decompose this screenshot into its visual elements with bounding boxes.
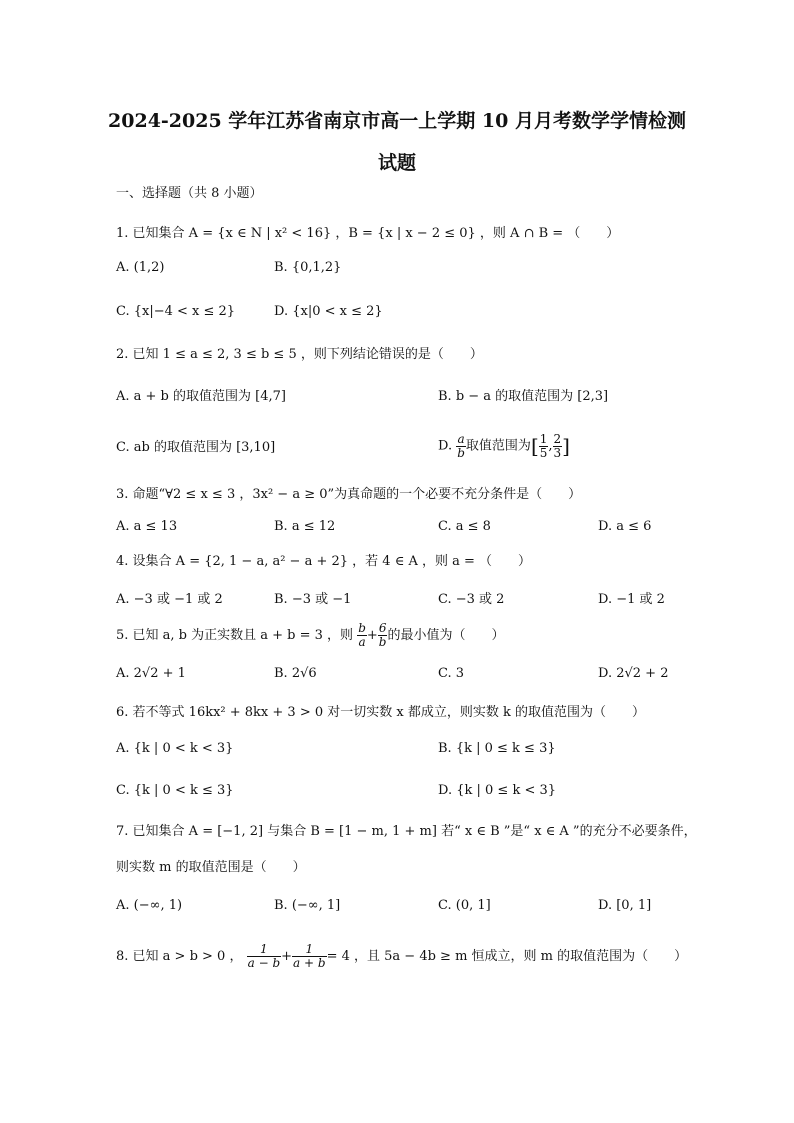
question-1-option-a: A. (1,2) bbox=[116, 260, 165, 275]
fraction-numerator: 1 bbox=[247, 943, 282, 957]
question-7-option-a: A. (−∞, 1) bbox=[116, 898, 183, 913]
question-2-option-d: D. $\frac{a}{b}$ 取值范围为[ $\frac{1}{5}$ , $\frac{2}{3}$ ] bbox=[438, 431, 570, 460]
question-8-stem-pre: 8. 已知 a > b > 0 ， bbox=[116, 949, 243, 964]
fraction-numerator: 2 bbox=[553, 431, 562, 446]
question-5-option-a: A. 2√2 + 1 bbox=[116, 666, 186, 681]
question-8-fraction-2 bbox=[292, 943, 327, 970]
question-3-option-c: C. a ≤ 8 bbox=[438, 519, 491, 534]
fraction-numerator: a bbox=[457, 431, 465, 446]
title-line-2: 试题 bbox=[377, 152, 416, 174]
question-1-option-d: D. {x|0 < x ≤ 2} bbox=[274, 304, 383, 319]
question-5-option-d: D. 2√2 + 2 bbox=[598, 666, 669, 681]
fraction-numerator: 1 bbox=[539, 431, 548, 446]
question-5-fraction-1 bbox=[357, 622, 367, 649]
question-5-option-b: B. 2√6 bbox=[274, 666, 317, 681]
fraction-numerator: 6 bbox=[378, 621, 387, 635]
question-2-stem: 2. 已知 1 ≤ a ≤ 2, 3 ≤ b ≤ 5 ，则下列结论错误的是（ ） bbox=[116, 347, 483, 362]
question-2-option-d-fraction-high bbox=[553, 433, 563, 460]
question-5-stem-post: 的最小值为（ ） bbox=[387, 628, 505, 643]
fraction-denominator: a + b bbox=[293, 956, 326, 970]
question-3-option-a: A. a ≤ 13 bbox=[116, 519, 178, 534]
question-3-option-b: B. a ≤ 12 bbox=[274, 519, 336, 534]
question-7-option-b: B. (−∞, 1] bbox=[274, 898, 341, 913]
plus-sign: + bbox=[366, 628, 378, 643]
question-2-option-d-fraction-low bbox=[539, 433, 549, 460]
plus-sign: + bbox=[281, 949, 293, 964]
question-1-option-c: C. {x|−4 < x ≤ 2} bbox=[116, 304, 236, 319]
question-4-stem: 4. 设集合 A = {2, 1 − a, a² − a + 2} ，若 4 ∈ A ，则 a = （ ） bbox=[116, 554, 532, 569]
question-6-option-b: B. {k | 0 ≤ k ≤ 3} bbox=[438, 741, 556, 756]
question-8-fraction-1 bbox=[247, 943, 282, 970]
question-4-option-c: C. −3 或 2 bbox=[438, 592, 505, 607]
question-4-option-d: D. −1 或 2 bbox=[598, 592, 665, 607]
question-6-option-d: D. {k | 0 ≤ k < 3} bbox=[438, 783, 557, 798]
question-8-stem-post: = 4 ，且 5a − 4b ≥ m 恒成立，则 m 的取值范围为（ ） bbox=[326, 949, 688, 964]
question-5-stem bbox=[116, 618, 505, 654]
question-2-option-a: A. a + b 的取值范围为 [4,7] bbox=[116, 389, 286, 404]
question-2-option-d-label: D. bbox=[438, 438, 453, 454]
fraction-numerator: 1 bbox=[292, 943, 327, 957]
title-line-1: 2024-2025 学年江苏省南京市高一上学期 10 月月考数学学情检测 bbox=[108, 110, 686, 132]
question-6-option-a: A. {k | 0 < k < 3} bbox=[116, 741, 234, 756]
question-7-stem-line-1: 7. 已知集合 A = [−1, 2] 与集合 B = [1 − m, 1 + m] 若“ x ∈ B ”是“ x ∈ A ”的充分不必要条件， bbox=[116, 824, 697, 839]
question-3-stem: 3. 命题“∀2 ≤ x ≤ 3 ，3x² − a ≥ 0”为真命题的一个必要不充分条件是（ ） bbox=[116, 487, 582, 502]
fraction-denominator: b bbox=[457, 445, 465, 460]
question-2-option-d-fraction bbox=[456, 433, 466, 460]
question-1-stem: 1. 已知集合 A = {x ∈ N | x² < 16} ，B = {x | x − 2 ≤ 0} ，则 A ∩ B = （ ） bbox=[116, 226, 620, 241]
section-heading: 一、选择题（共 8 小题） bbox=[116, 186, 263, 201]
question-8-stem bbox=[116, 938, 687, 976]
question-2-option-c: C. ab 的取值范围为 [3,10] bbox=[116, 440, 276, 455]
question-4-option-b: B. −3 或 −1 bbox=[274, 592, 352, 607]
fraction-numerator: b bbox=[358, 621, 366, 635]
question-5-option-c: C. 3 bbox=[438, 666, 465, 681]
fraction-denominator: 5 bbox=[539, 445, 548, 460]
question-3-option-d: D. a ≤ 6 bbox=[598, 519, 652, 534]
question-5-stem-pre: 5. 已知 a, b 为正实数且 a + b = 3 ，则 bbox=[116, 628, 354, 643]
question-7-option-d: D. [0, 1] bbox=[598, 898, 652, 913]
question-7-option-c: C. (0, 1] bbox=[438, 898, 491, 913]
question-2-option-b: B. b − a 的取值范围为 [2,3] bbox=[438, 389, 609, 404]
fraction-denominator: 3 bbox=[553, 445, 562, 460]
question-2-option-d-text: 取值范围为 bbox=[465, 438, 531, 454]
fraction-denominator: b bbox=[378, 635, 387, 649]
question-1-option-b: B. {0,1,2} bbox=[274, 260, 342, 275]
question-6-option-c: C. {k | 0 < k ≤ 3} bbox=[116, 783, 234, 798]
fraction-denominator: a bbox=[358, 635, 366, 649]
question-7-stem-line-2: 则实数 m 的取值范围是（ ） bbox=[116, 860, 306, 875]
question-4-option-a: A. −3 或 −1 或 2 bbox=[116, 592, 223, 607]
fraction-denominator: a − b bbox=[247, 956, 281, 970]
question-6-stem: 6. 若不等式 16kx² + 8kx + 3 > 0 对一切实数 x 都成立，则实数 k 的取值范围为（ ） bbox=[116, 705, 645, 720]
